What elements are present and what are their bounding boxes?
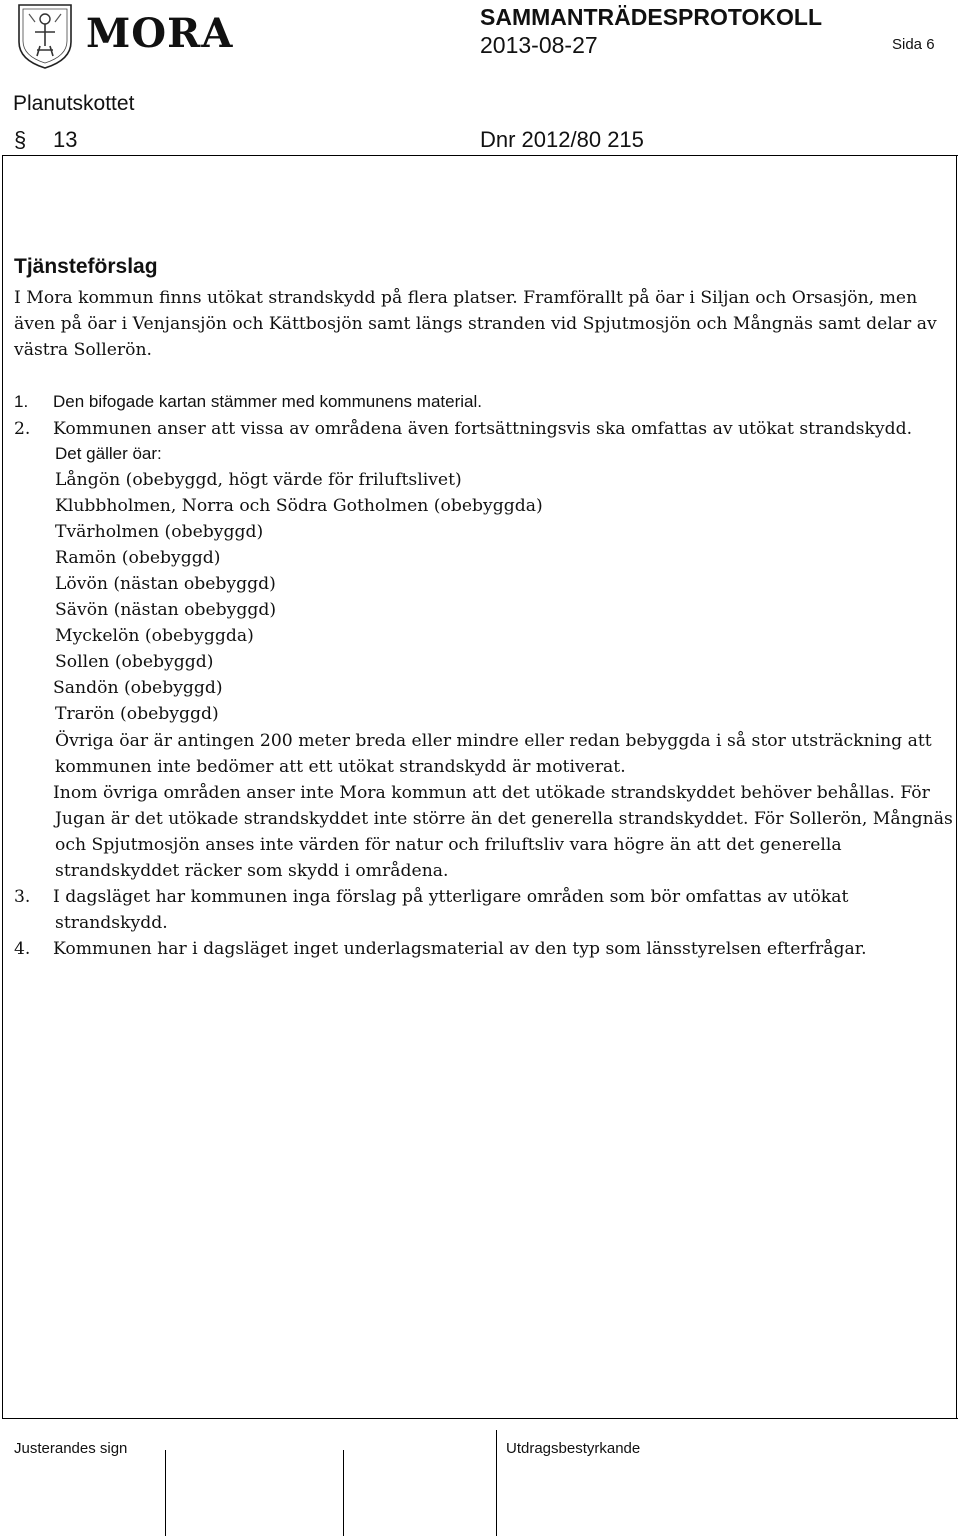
signature-box-divider — [165, 1450, 166, 1536]
island-item: Lövön (nästan obebyggd) — [55, 574, 276, 594]
other-areas-line: Jugan är det utökade strandskyddet inte större än det generella strandskyddet. För Sollerön, Mångnäs — [55, 809, 953, 829]
list-item-3-continued: strandskydd. — [55, 913, 168, 933]
meeting-date: 2013-08-27 — [480, 32, 598, 58]
list-item-text: Kommunen anser att vissa av områdena även fortsättningsvis ska omfattas av utökat strandskydd. — [53, 419, 913, 439]
list-item-text: Kommunen har i dagsläget inget underlagsmaterial av den typ som länsstyrelsen efterfrågar. — [53, 939, 867, 959]
paragraph-sign: § — [14, 127, 27, 152]
frame-right-border — [956, 155, 957, 1419]
other-areas-line: Inom övriga områden anser inte Mora kommun att det utökade strandskyddet behöver behållas. För — [53, 783, 930, 803]
intro-paragraph: I Mora kommun finns utökat strandskydd på flera platser. Framförallt på öar i Siljan och Orsasjön, men även på öar i Venjansjön och Kättbosjön samt längs stranden vid Spjutmosjön och Mångnäs samt delar av västra Sollerön. — [14, 288, 937, 360]
signature-box-divider — [496, 1430, 497, 1536]
list-item-text: I dagsläget har kommunen inga förslag på ytterligare områden som bör omfattas av utökat — [53, 887, 849, 907]
diary-number: Dnr 2012/80 215 — [480, 127, 644, 152]
island-item: Sävön (nästan obebyggd) — [55, 600, 277, 620]
section-heading: Tjänsteförslag — [14, 255, 158, 278]
list-number: 2. — [14, 419, 31, 439]
footer-divider — [2, 1418, 958, 1419]
island-item: Sandön (obebyggd) — [53, 678, 223, 698]
islands-intro: Det gäller öar: — [55, 444, 162, 463]
list-number: 4. — [14, 939, 31, 959]
document-type: SAMMANTRÄDESPROTOKOLL — [480, 4, 823, 30]
island-item: Tvärholmen (obebyggd) — [55, 522, 264, 542]
island-item: Ramön (obebyggd) — [55, 548, 221, 568]
island-item: Trarön (obebyggd) — [55, 704, 219, 724]
page-number: Sida 6 — [892, 36, 935, 53]
frame-left-border — [2, 155, 3, 1419]
other-areas-line: och Spjutmosjön anses inte värden för natur och friluftsliv vara högre än att det generella — [55, 835, 842, 855]
logo-text: MORA — [86, 10, 234, 57]
island-item: Sollen (obebyggd) — [55, 652, 214, 672]
island-item: Klubbholmen, Norra och Södra Gotholmen (obebyggda) — [55, 496, 543, 516]
other-areas-line: strandskyddet räcker som skydd i områdena. — [55, 861, 449, 881]
island-item: Långön (obebyggd, högt värde för friluftslivet) — [55, 470, 462, 490]
justerandes-sign-label: Justerandes sign — [14, 1440, 128, 1457]
island-item: Myckelön (obebyggda) — [55, 626, 254, 646]
utdragsbestyrkande-label: Utdragsbestyrkande — [506, 1440, 641, 1457]
paragraph-number: 13 — [53, 127, 78, 152]
signature-box-divider — [343, 1450, 344, 1536]
list-number: 1. — [14, 392, 29, 411]
header-divider — [2, 155, 958, 156]
list-number: 3. — [14, 887, 31, 907]
other-islands-line: kommunen inte bedömer att ett utökat strandskydd är motiverat. — [55, 757, 626, 777]
committee-name: Planutskottet — [13, 92, 135, 115]
municipal-crest-logo — [15, 2, 75, 70]
other-islands-line: Övriga öar är antingen 200 meter breda eller mindre eller redan bebyggda i så stor utsträckning att — [55, 731, 932, 751]
list-item-text: Den bifogade kartan stämmer med kommunens material. — [53, 392, 482, 411]
